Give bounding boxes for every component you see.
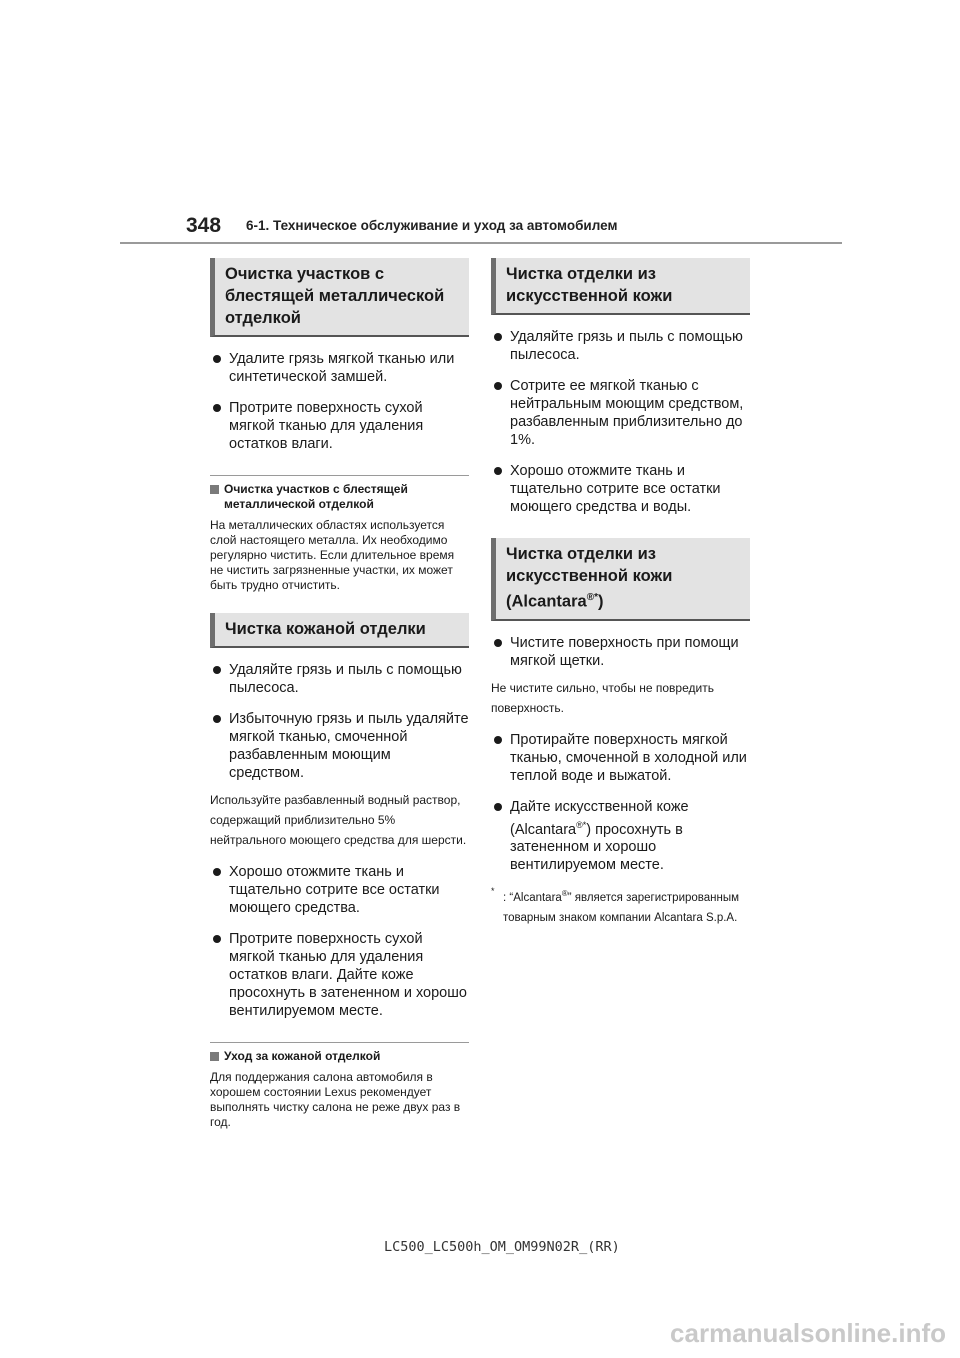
document-code: LC500_LC500h_OM_OM99N02R_(RR) (384, 1239, 620, 1255)
list-item-text-end: ) просохнуть в затененном и хорошо вентилируемом месте. (510, 821, 683, 874)
metal-cleaning-list (210, 350, 469, 453)
list-item (491, 798, 750, 875)
divider (210, 1042, 469, 1043)
square-bullet-icon (210, 485, 219, 494)
list-item: Избыточную грязь и пыль удаляйте мягкой тканью, смоченной разбавленным моющим средством. (210, 710, 469, 782)
square-bullet-icon (210, 1052, 219, 1061)
list-item: Хорошо отожмите ткань и тщательно сотрите все остатки моющего средства и воды. (491, 462, 750, 516)
list-item: Протрите поверхность сухой мягкой тканью для удаления остатков влаги. (210, 399, 469, 453)
metal-info-body: На металлических областях используется слой настоящего металла. Их необходимо регулярно чистить. Если длительное время не чистить загрязненные участки, их может быть трудно отчистить. (210, 518, 455, 592)
metal-info-title-text: Очистка участков с блестящей металлической отделкой (224, 482, 408, 511)
list-item: Удалите грязь мягкой тканью или синтетической замшей. (210, 350, 469, 386)
left-column (210, 258, 469, 1130)
metal-info-title (210, 482, 469, 512)
trademark-footnote (491, 884, 750, 928)
footnote-mark: * (491, 886, 495, 897)
alcantara-note: Не чистите сильно, чтобы не повредить поверхность. (491, 680, 714, 715)
leather-cleaning-heading: Чистка кожаной отделки (210, 613, 469, 648)
watermark: carmanualsonline.info (670, 1318, 946, 1348)
alcantara-heading (491, 538, 750, 621)
alcantara-heading-brand: (Alcantara (506, 592, 587, 611)
header-divider (120, 242, 842, 244)
divider (210, 475, 469, 476)
leather-note: Используйте разбавленный водный раствор, содержащий приблизительно 5% нейтрального моющего средства для шерсти. (210, 793, 467, 847)
synthetic-leather-list (491, 328, 750, 516)
alcantara-heading-close: ) (597, 592, 604, 611)
registered-mark: ®* (576, 819, 587, 830)
registered-mark: ® (561, 889, 568, 899)
registered-mark: ®* (586, 592, 598, 603)
leather-cleaning-list (210, 661, 469, 782)
alcantara-list-2 (491, 731, 750, 875)
metal-cleaning-heading: Очистка участков с блестящей металлической отделкой (210, 258, 469, 337)
synthetic-leather-heading: Чистка отделки из искусственной кожи (491, 258, 750, 315)
footnote-text-end: ” является зарегистрированным товарным знаком компании Alcantara S.p.A. (503, 892, 740, 925)
list-item: Протрите поверхность сухой мягкой тканью для удаления остатков влаги. Дайте коже просохнуть в затененном и хорошо вентилируемом месте. (210, 930, 469, 1020)
list-item: Удаляйте грязь и пыль с помощью пылесоса. (210, 661, 469, 697)
list-item: Протирайте поверхность мягкой тканью, смоченной в холодной или теплой воде и выжатой. (491, 731, 750, 785)
list-item-text: Дайте искусственной коже (Alcantara (510, 798, 689, 838)
section-title: 6-1. Техническое обслуживание и уход за автомобилем (246, 218, 618, 233)
list-item: Удаляйте грязь и пыль с помощью пылесоса. (491, 328, 750, 364)
leather-cleaning-list-2 (210, 863, 469, 1020)
alcantara-list (491, 634, 750, 670)
leather-care-title-text: Уход за кожаной отделкой (224, 1049, 381, 1063)
list-item: Хорошо отожмите ткань и тщательно сотрите все остатки моющего средства. (210, 863, 469, 917)
footnote-text: : “Alcantara (503, 892, 562, 905)
page-number: 348 (186, 214, 222, 237)
list-item: Чистите поверхность при помощи мягкой щетки. (491, 634, 750, 670)
right-column (491, 258, 750, 928)
list-item: Сотрите ее мягкой тканью с нейтральным моющим средством, разбавленным приблизительно до 1%. (491, 377, 750, 449)
leather-care-body: Для поддержания салона автомобиля в хорошем состоянии Lexus рекомендует выполнять чистку салона не реже двух раз в год. (210, 1070, 461, 1129)
alcantara-heading-text: Чистка отделки из искусственной кожи (506, 545, 673, 585)
leather-care-title (210, 1049, 469, 1064)
